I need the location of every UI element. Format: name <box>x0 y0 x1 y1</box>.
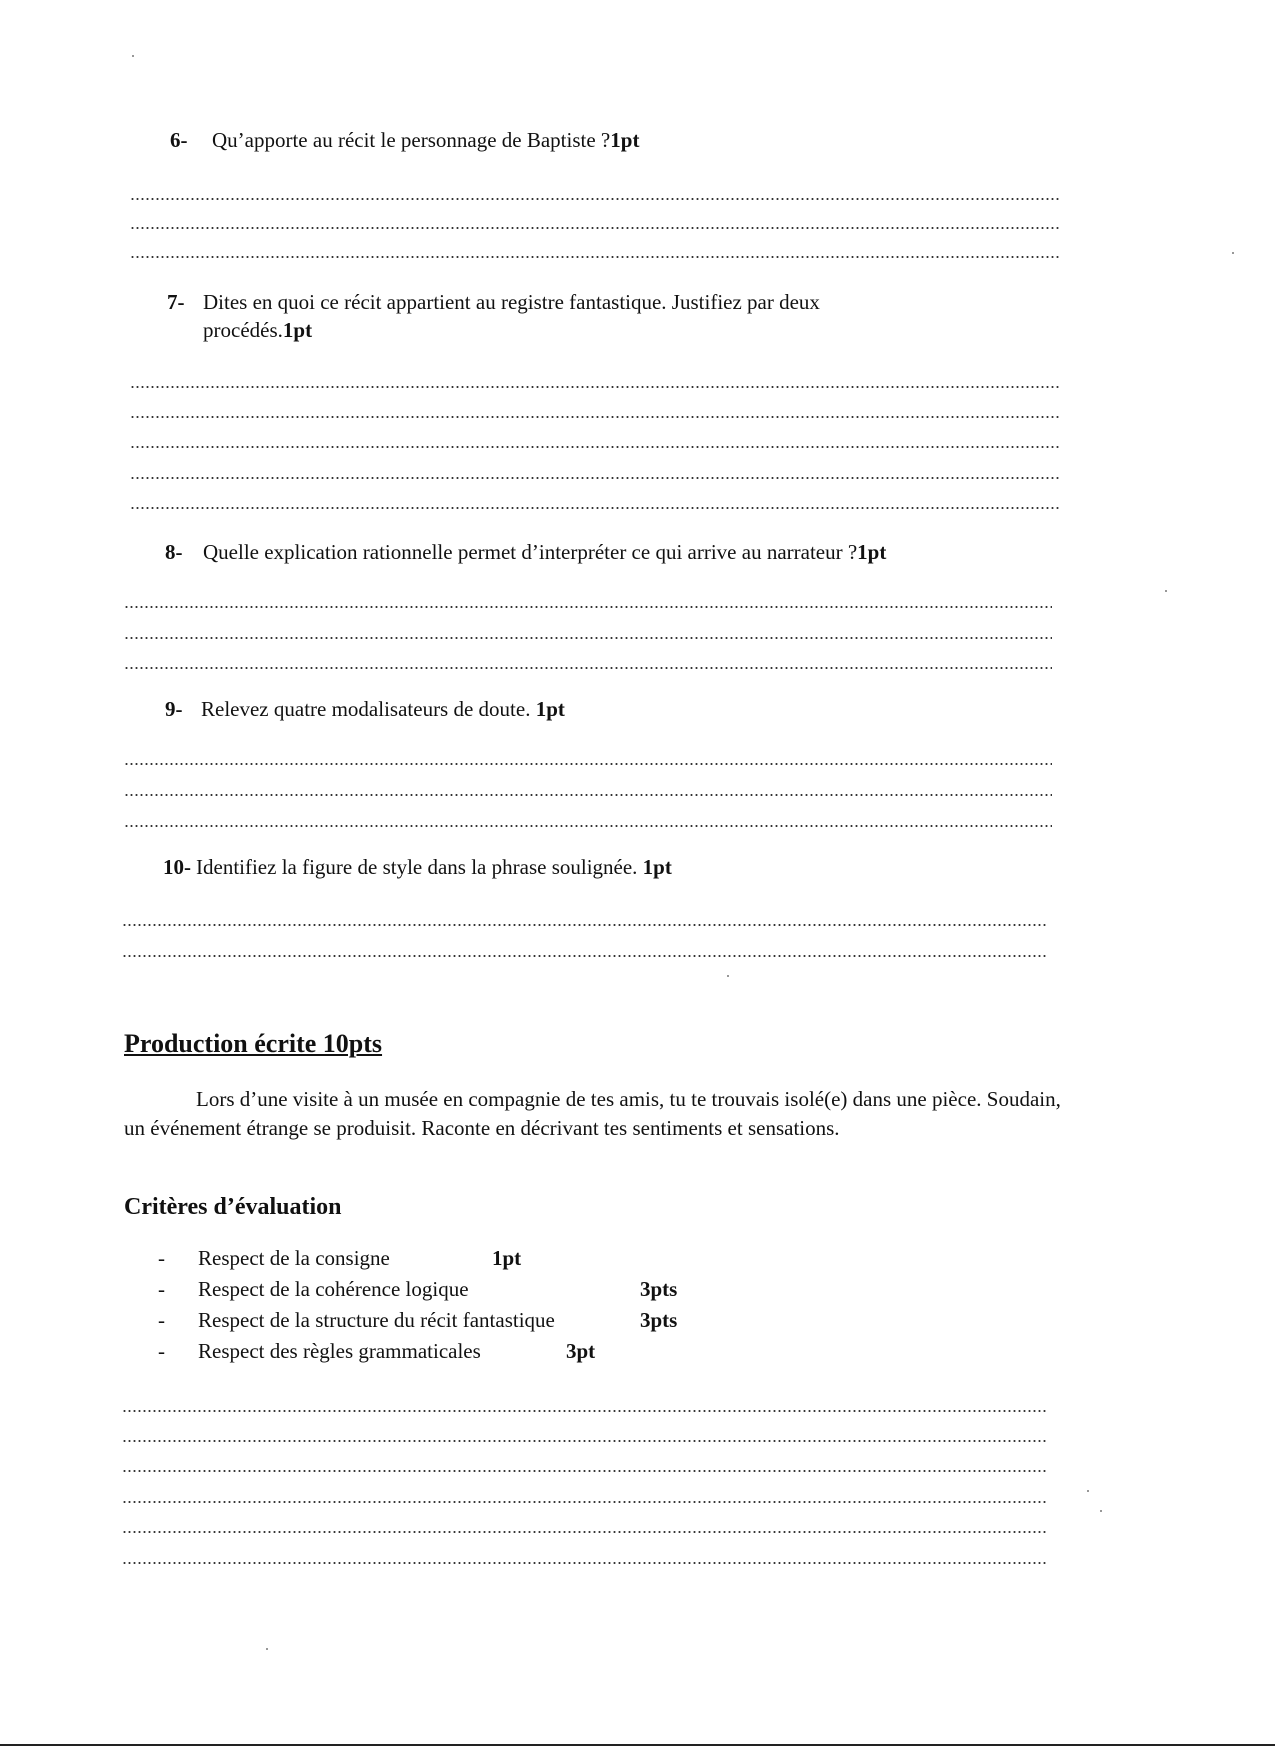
scan-speck <box>1165 590 1167 592</box>
answer-line[interactable] <box>124 762 1052 766</box>
writing-line[interactable] <box>122 1500 1047 1504</box>
question-number: 7- <box>167 290 185 314</box>
criteria-label: Respect de la structure du récit fantastique <box>198 1308 555 1332</box>
criteria-label: Respect des règles grammaticales <box>198 1339 481 1363</box>
scan-speck <box>1232 252 1234 254</box>
question-number: 10- <box>163 855 191 879</box>
answer-line[interactable] <box>124 666 1052 670</box>
question-number: 8- <box>165 540 183 564</box>
question-text-continuation: procédés. <box>203 318 283 342</box>
scan-speck <box>727 975 729 977</box>
question-text: Qu’apporte au récit le personnage de Baptiste ? <box>212 128 611 152</box>
question-text: Dites en quoi ce récit appartient au registre fantastique. Justifiez par deux <box>203 290 820 314</box>
answer-line[interactable] <box>130 506 1060 510</box>
question-points: 1pt <box>535 697 565 721</box>
scan-speck <box>266 1648 268 1650</box>
answer-line[interactable] <box>130 445 1060 449</box>
answer-line[interactable] <box>130 255 1060 259</box>
criteria-points: 3pts <box>640 1308 678 1332</box>
criteria-points: 3pts <box>640 1277 678 1301</box>
question-points: 1pt <box>282 318 313 342</box>
question-text: Quelle explication rationnelle permet d’interpréter ce qui arrive au narrateur ? <box>203 540 858 564</box>
criteria-label: Respect de la consigne <box>198 1246 390 1270</box>
section-title-production: Production écrite 10pts <box>124 1029 383 1058</box>
question-10 <box>163 853 672 881</box>
question-points: 1pt <box>642 855 672 879</box>
answer-line[interactable] <box>124 605 1052 609</box>
answer-line[interactable] <box>124 793 1052 797</box>
answer-line[interactable] <box>124 636 1052 640</box>
answer-line[interactable] <box>130 197 1060 201</box>
criteria-label: Respect de la cohérence logique <box>198 1277 469 1301</box>
list-dash: - <box>158 1308 165 1332</box>
bottom-rule <box>0 1744 1275 1746</box>
criteria-title: Critères d’évaluation <box>124 1194 342 1220</box>
question-7 <box>167 288 967 344</box>
answer-line[interactable] <box>122 923 1047 927</box>
criteria-points: 3pt <box>566 1339 596 1363</box>
writing-prompt: Lors d’une visite à un musée en compagnie de tes amis, tu te trouvais isolé(e) dans une pièce. Soudain, un événement étrange se produisit. Raconte en décrivant tes sentiments et sensations. <box>124 1087 1061 1140</box>
answer-line[interactable] <box>130 476 1060 480</box>
writing-line[interactable] <box>122 1469 1047 1473</box>
question-number: 6- <box>170 128 188 152</box>
question-points: 1pt <box>857 540 887 564</box>
writing-line[interactable] <box>122 1561 1047 1565</box>
question-text: Identifiez la figure de style dans la phrase soulignée. <box>196 855 638 879</box>
scan-speck <box>1087 1490 1089 1492</box>
answer-line[interactable] <box>124 824 1052 828</box>
answer-line[interactable] <box>130 226 1060 230</box>
question-9 <box>165 695 565 723</box>
answer-line[interactable] <box>130 385 1060 389</box>
answer-line[interactable] <box>122 954 1047 958</box>
question-number: 9- <box>165 697 183 721</box>
criteria-points: 1pt <box>492 1246 522 1270</box>
question-points: 1pt <box>610 128 640 152</box>
writing-line[interactable] <box>122 1530 1047 1534</box>
question-text: Relevez quatre modalisateurs de doute. <box>201 697 531 721</box>
question-8 <box>165 538 886 566</box>
writing-line[interactable] <box>122 1439 1047 1443</box>
writing-line[interactable] <box>122 1409 1047 1413</box>
question-6 <box>170 126 639 154</box>
list-dash: - <box>158 1246 165 1270</box>
answer-line[interactable] <box>130 415 1060 419</box>
scan-speck <box>132 55 134 57</box>
scan-speck <box>1100 1510 1102 1512</box>
list-dash: - <box>158 1339 165 1363</box>
list-dash: - <box>158 1277 165 1301</box>
